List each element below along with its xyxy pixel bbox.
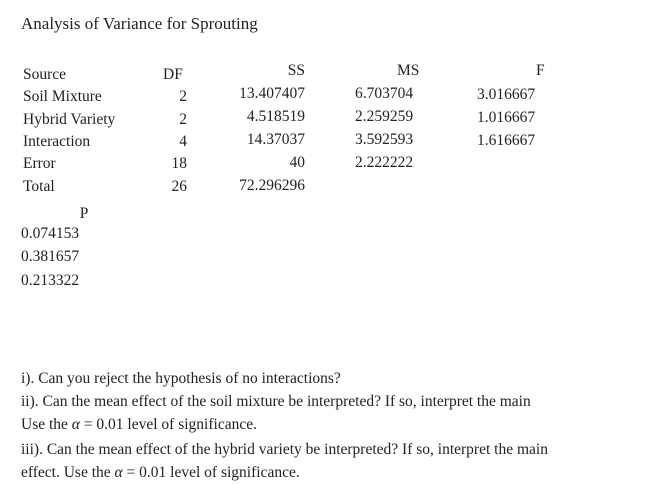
source-cell: Error [23,155,56,172]
question-2-suffix: = 0.01 level of significance. [79,416,257,433]
header-source: Source [23,66,67,83]
header-df: DF [163,66,183,83]
p-cell: 0.381657 [21,248,80,265]
ss-cell: 72.296296 [239,177,305,194]
anova-title: Analysis of Variance for Sprouting [21,14,258,33]
ms-cell: 3.592593 [355,131,414,148]
ss-cell: 40 [289,154,305,171]
source-cell: Total [23,178,55,195]
p-cell: 0.074153 [21,225,80,242]
alpha-symbol: α [114,464,123,481]
source-cell: Soil Mixture [23,88,102,105]
question-1: i). Can you reject the hypothesis of no interactions? [21,370,341,387]
question-3-prefix: effect. Use the [21,464,115,481]
question-2-prefix: Use the [21,416,72,433]
question-2-line-2 [21,413,650,436]
ss-cell: 13.407407 [239,85,305,102]
f-cell: 1.616667 [477,132,536,149]
f-cell: 1.016667 [477,109,536,126]
question-3-line-1: iii). Can the mean effect of the hybrid variety be interpreted? If so, interpret the main [21,441,548,458]
df-cell: 2 [179,111,187,128]
question-3-line-2 [21,461,650,484]
header-f: F [536,62,545,79]
question-3-suffix: = 0.01 level of significance. [122,464,300,481]
df-cell: 26 [171,178,187,195]
header-p: P [79,205,89,222]
source-cell: Hybrid Variety [23,111,116,128]
df-cell: 2 [179,88,187,105]
ss-cell: 14.37037 [246,131,305,148]
ms-cell: 6.703704 [355,85,414,102]
ms-cell: 2.222222 [355,154,414,171]
p-cell: 0.213322 [21,272,80,289]
header-ms: MS [397,62,420,79]
ms-cell: 2.259259 [355,108,414,125]
f-cell: 3.016667 [477,86,536,103]
question-2-line-1: ii). Can the mean effect of the soil mixture be interpreted? If so, interpret the main [21,393,531,410]
questions [21,367,650,484]
source-cell: Interaction [23,133,91,150]
alpha-symbol: α [71,416,80,433]
header-ss: SS [287,62,305,79]
ss-cell: 4.518519 [246,108,305,125]
df-cell: 4 [179,133,187,150]
df-cell: 18 [171,155,187,172]
